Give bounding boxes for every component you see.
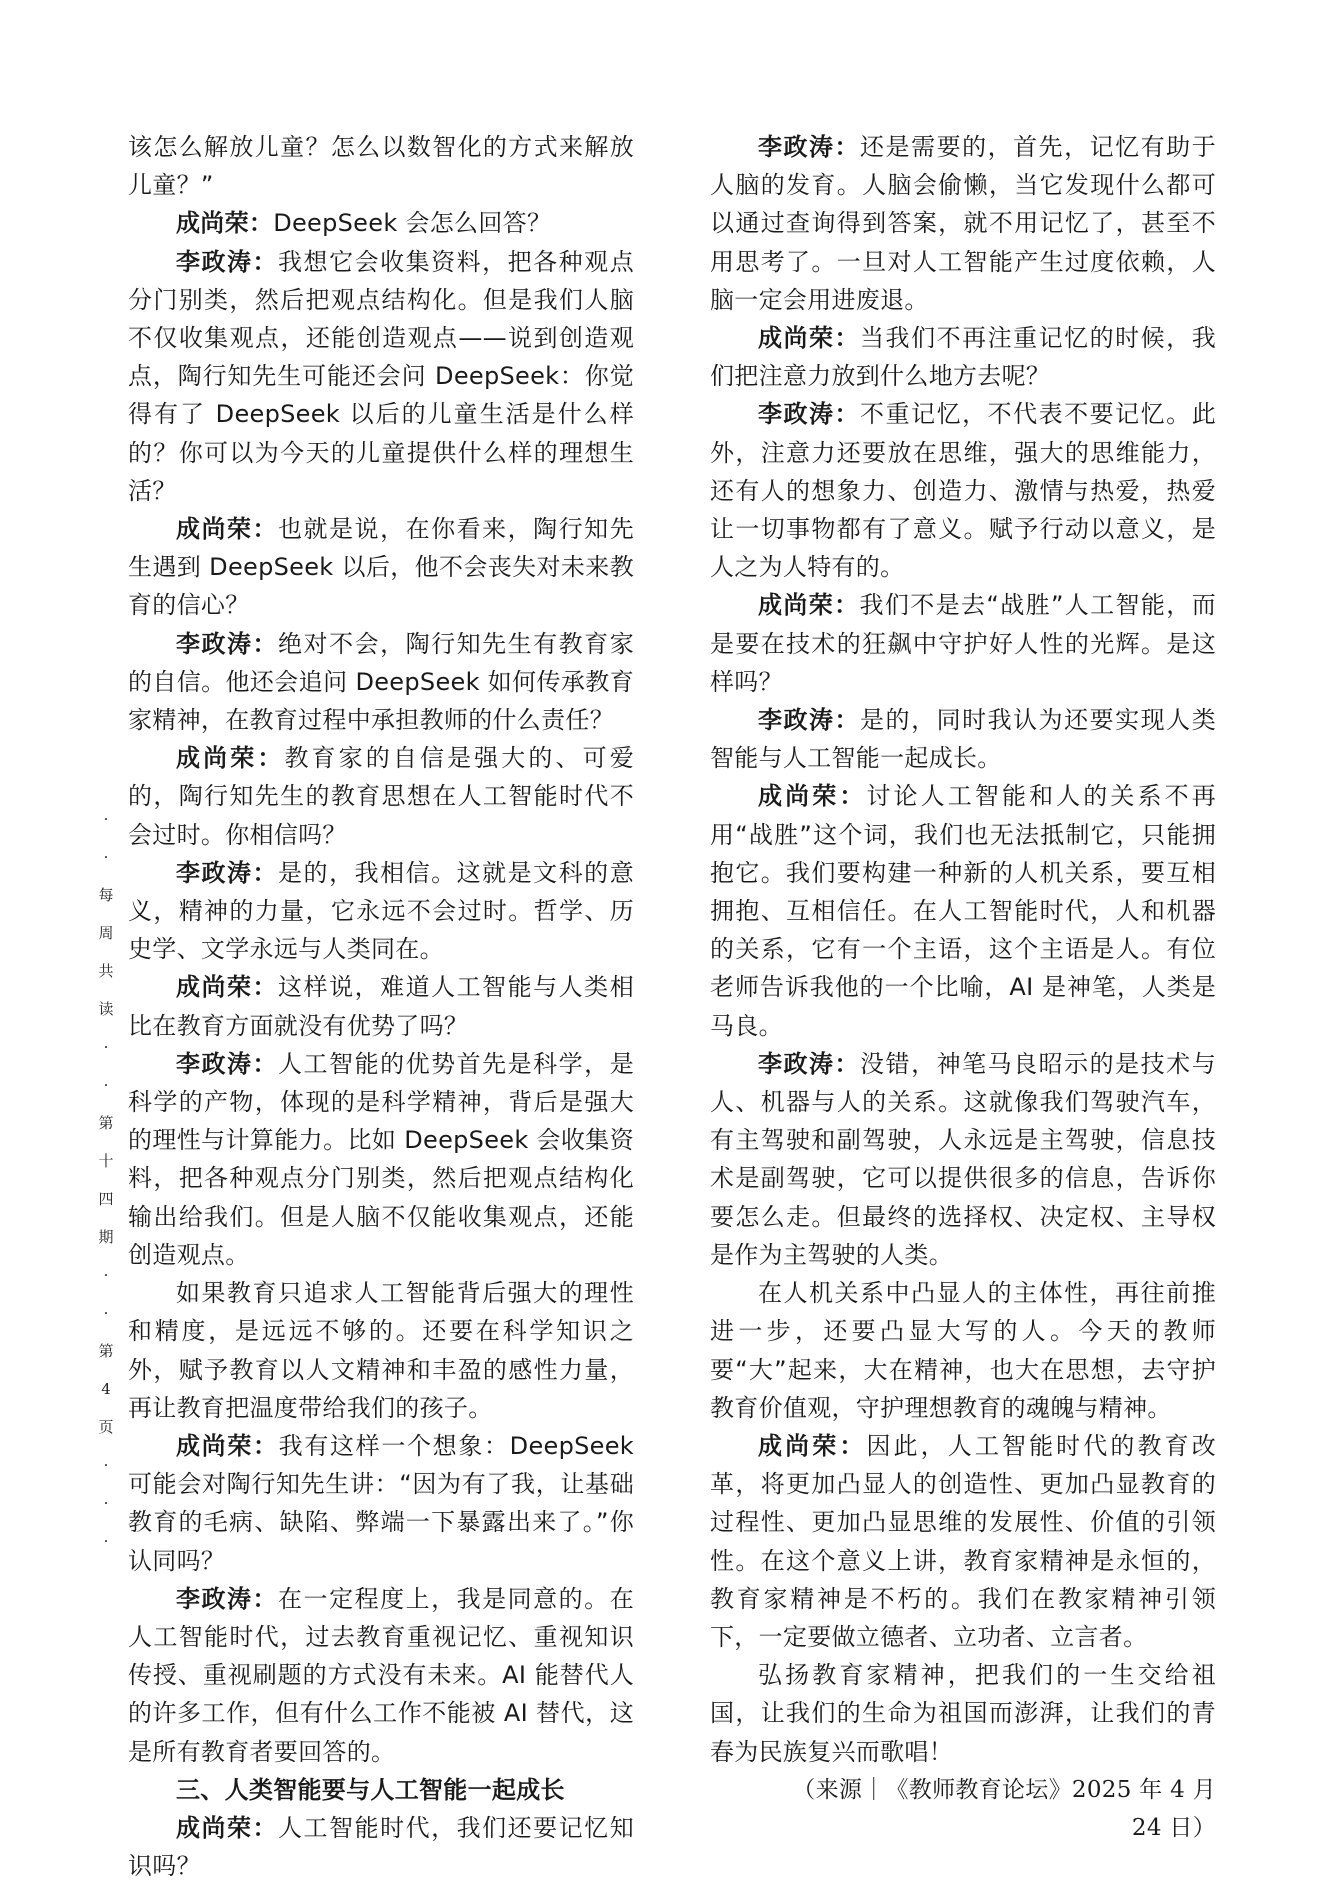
dialogue-paragraph (128, 1045, 634, 1274)
speaker-name: 成尚荣： (176, 744, 285, 773)
side-nav-glyph: 读 (98, 1000, 114, 1018)
side-nav-glyph: 第 (98, 1114, 114, 1132)
speaker-name: 成尚荣： (758, 1431, 867, 1460)
dialogue-paragraph (710, 1656, 1216, 1771)
side-nav-glyph: 4 (101, 1380, 111, 1398)
speaker-name: 李政涛： (758, 706, 861, 735)
dialogue-paragraph (128, 625, 634, 740)
speaker-name: 李政涛： (758, 133, 861, 161)
paragraph-text: 当我们不再注重记忆的时候，我们把注意力放到什么地方去呢？ (710, 324, 1216, 391)
dialogue-paragraph (710, 128, 1216, 319)
dialogue-paragraph (128, 968, 634, 1044)
paragraph-text: 因此，人工智能时代的教育改革，将更加凸显人的创造性、更加凸显教育的过程性、更加凸显思维的发展性、价值的引领性。在这个意义上讲，教育家精神是永恒的，教育家精神是不朽的。我们在教家精神引领下，一定要做立德者、立功者、立言者。 (710, 1431, 1217, 1651)
paragraph-text: DeepSeek 会怎么回答？ (273, 209, 552, 238)
speaker-name: 李政涛： (176, 629, 279, 658)
speaker-name: 成尚荣： (176, 1813, 279, 1842)
side-nav-glyph: 周 (98, 924, 114, 942)
left-text-column (128, 128, 634, 1885)
side-nav-glyph: · (103, 1266, 109, 1284)
side-nav-glyph: 页 (98, 1418, 114, 1436)
side-nav-glyph: · (103, 1494, 109, 1512)
paragraph-text: 人工智能的优势首先是科学，是科学的产物，体现的是科学精神，背后是强大的理性与计算能力。比如 DeepSeek 会收集资料，把各种观点分门别类，然后把观点结构化输出给我们。但是人脑不仅能收集观点，还能创造观点。 (128, 1049, 634, 1269)
dialogue-paragraph (710, 395, 1216, 586)
dialogue-paragraph (710, 701, 1216, 777)
section-heading: 三、人类智能要与人工智能一起成长 (176, 1775, 565, 1804)
side-nav-glyph: · (103, 1038, 109, 1056)
dialogue-paragraph (128, 1427, 634, 1580)
dialogue-paragraph (128, 1580, 634, 1771)
speaker-name: 成尚荣： (176, 209, 274, 238)
dialogue-paragraph (710, 1427, 1216, 1656)
paragraph-text: 不重记忆，不代表不要记忆。此外，注意力还要放在思维，强大的思维能力，还有人的想象力、创造力、激情与热爱，热爱让一切事物都有了意义。赋予行动以意义，是人之为人特有的。 (710, 400, 1216, 582)
speaker-name: 成尚荣： (758, 782, 867, 811)
dialogue-paragraph (128, 243, 634, 510)
paragraph-text: 讨论人工智能和人的关系不再用“战胜”这个词，我们也无法抵制它，只能拥抱它。我们要构建一种新的人机关系，要互相拥抱、互相信任。在人工智能时代，人和机器的关系，它有一个主语，这个主语是人。有位老师告诉我他的一个比喻，AI 是神笔，人类是马良。 (710, 782, 1217, 1040)
source-citation: （来源｜《教师教育论坛》2025 年 4 月 24 日） (792, 1776, 1216, 1841)
side-nav-glyph: · (103, 848, 109, 866)
speaker-name: 成尚荣： (758, 324, 861, 353)
paragraph-text: 这样说，难道人工智能与人类相比在教育方面就没有优势了吗？ (128, 973, 634, 1040)
side-nav-glyph: 四 (98, 1190, 114, 1208)
paragraph-text: 在人机关系中凸显人的主体性，再往前推进一步，还要凸显大写的人。今天的教师要“大”起来，大在精神，也大在思想，去守护教育价值观，守护理想教育的魂魄与精神。 (710, 1279, 1216, 1422)
side-nav-glyph: · (103, 1532, 109, 1550)
paragraph-text: 弘扬教育家精神，把我们的一生交给祖国，让我们的生命为祖国而澎湃，让我们的青春为民族复兴而歌唱！ (710, 1661, 1216, 1766)
paragraph-text: 我有这样一个想象：DeepSeek 可能会对陶行知先生讲：“因为有了我，让基础教育的毛病、缺陷、弊端一下暴露出来了。”你认同吗？ (128, 1431, 634, 1575)
paragraph-text: 是的，同时我认为还要实现人类智能与人工智能一起成长。 (710, 706, 1216, 773)
side-page-indicator (96, 800, 116, 1560)
right-text-column (710, 128, 1216, 1847)
speaker-name: 成尚荣： (758, 591, 860, 620)
speaker-name: 李政涛： (176, 247, 279, 276)
side-nav-glyph: 十 (98, 1152, 114, 1170)
dialogue-paragraph (710, 1274, 1216, 1427)
speaker-name: 李政涛： (758, 400, 861, 429)
paragraph-text: 在一定程度上，我是同意的。在人工智能时代，过去教育重视记忆、重视知识传授、重视刷题的方式没有未来。AI 能替代人的许多工作，但有什么工作不能被 AI 替代，这是所有教育者要回答的。 (128, 1584, 634, 1766)
paragraph-text: 如果教育只追求人工智能背后强大的理性和精度，是远远不够的。还要在科学知识之外，赋予教育以人文精神和丰盈的感性力量，再让教育把温度带给我们的孩子。 (128, 1279, 634, 1422)
speaker-name: 成尚荣： (176, 973, 279, 1002)
paragraph-text: 没错，神笔马良昭示的是技术与人、机器与人的关系。这就像我们驾驶汽车，有主驾驶和副驾驶，人永远是主驾驶，信息技术是副驾驶，它可以提供很多的信息，告诉你要怎么走。但最终的选择权、决定权、主导权是作为主驾驶的人类。 (710, 1049, 1216, 1269)
paragraph-text: 是的，我相信。这就是文科的意义，精神的力量，它永远不会过时。哲学、历史学、文学永远与人类同在。 (128, 858, 634, 964)
dialogue-paragraph (128, 204, 634, 242)
paragraph-text: 教育家的自信是强大的、可爱的，陶行知先生的教育思想在人工智能时代不会过时。你相信吗？ (128, 744, 635, 849)
side-nav-glyph: · (103, 810, 109, 828)
paragraph-text: 还是需要的，首先，记忆有助于人脑的发育。人脑会偷懒，当它发现什么都可以通过查询得到答案，就不用记忆了，甚至不用思考了。一旦对人工智能产生过度依赖，人脑一定会用进废退。 (710, 133, 1216, 314)
paragraph-text: 绝对不会，陶行知先生有教育家的自信。他还会追问 DeepSeek 如何传承教育家精神，在教育过程中承担教师的什么责任？ (128, 629, 634, 735)
dialogue-paragraph (128, 128, 634, 204)
dialogue-paragraph (128, 1274, 634, 1427)
paragraph-text: 我们不是去“战胜”人工智能，而是要在技术的狂飙中守护好人性的光辉。是这样吗？ (710, 591, 1216, 696)
side-nav-glyph: 共 (98, 962, 114, 980)
dialogue-paragraph (128, 739, 634, 854)
speaker-name: 李政涛： (176, 1049, 279, 1078)
dialogue-paragraph (128, 510, 634, 625)
speaker-name: 李政涛： (176, 1584, 279, 1613)
dialogue-paragraph (710, 1045, 1216, 1274)
side-nav-glyph: · (103, 1304, 109, 1322)
dialogue-paragraph (710, 586, 1216, 701)
side-nav-glyph: 期 (98, 1228, 114, 1246)
side-nav-glyph: 每 (98, 886, 114, 904)
paragraph-text: 也就是说，在你看来，陶行知先生遇到 DeepSeek 以后，他不会丧失对未来教育的信心？ (128, 515, 634, 620)
speaker-name: 李政涛： (176, 858, 279, 887)
dialogue-paragraph (128, 1809, 634, 1885)
dialogue-paragraph (710, 319, 1216, 395)
paragraph-text: 我想它会收集资料，把各种观点分门别类，然后把观点结构化。但是我们人脑不仅收集观点，还能创造观点——说到创造观点，陶行知先生可能还会问 DeepSeek：你觉得有了 DeepSeek 以后的儿童生活是什么样的？你可以为今天的儿童提供什么样的理想生活？ (128, 247, 634, 505)
paragraph-text: 人工智能时代，我们还要记忆知识吗？ (128, 1813, 634, 1881)
speaker-name: 李政涛： (758, 1049, 861, 1078)
side-nav-glyph: · (103, 1076, 109, 1094)
speaker-name: 成尚荣： (176, 515, 279, 544)
side-nav-glyph: · (103, 1456, 109, 1474)
paragraph-text: 该怎么解放儿童？怎么以数智化的方式来解放儿童？” (128, 133, 634, 200)
dialogue-paragraph (710, 777, 1216, 1044)
dialogue-paragraph (128, 854, 634, 969)
speaker-name: 成尚荣： (176, 1431, 279, 1460)
side-nav-glyph: 第 (98, 1342, 114, 1360)
